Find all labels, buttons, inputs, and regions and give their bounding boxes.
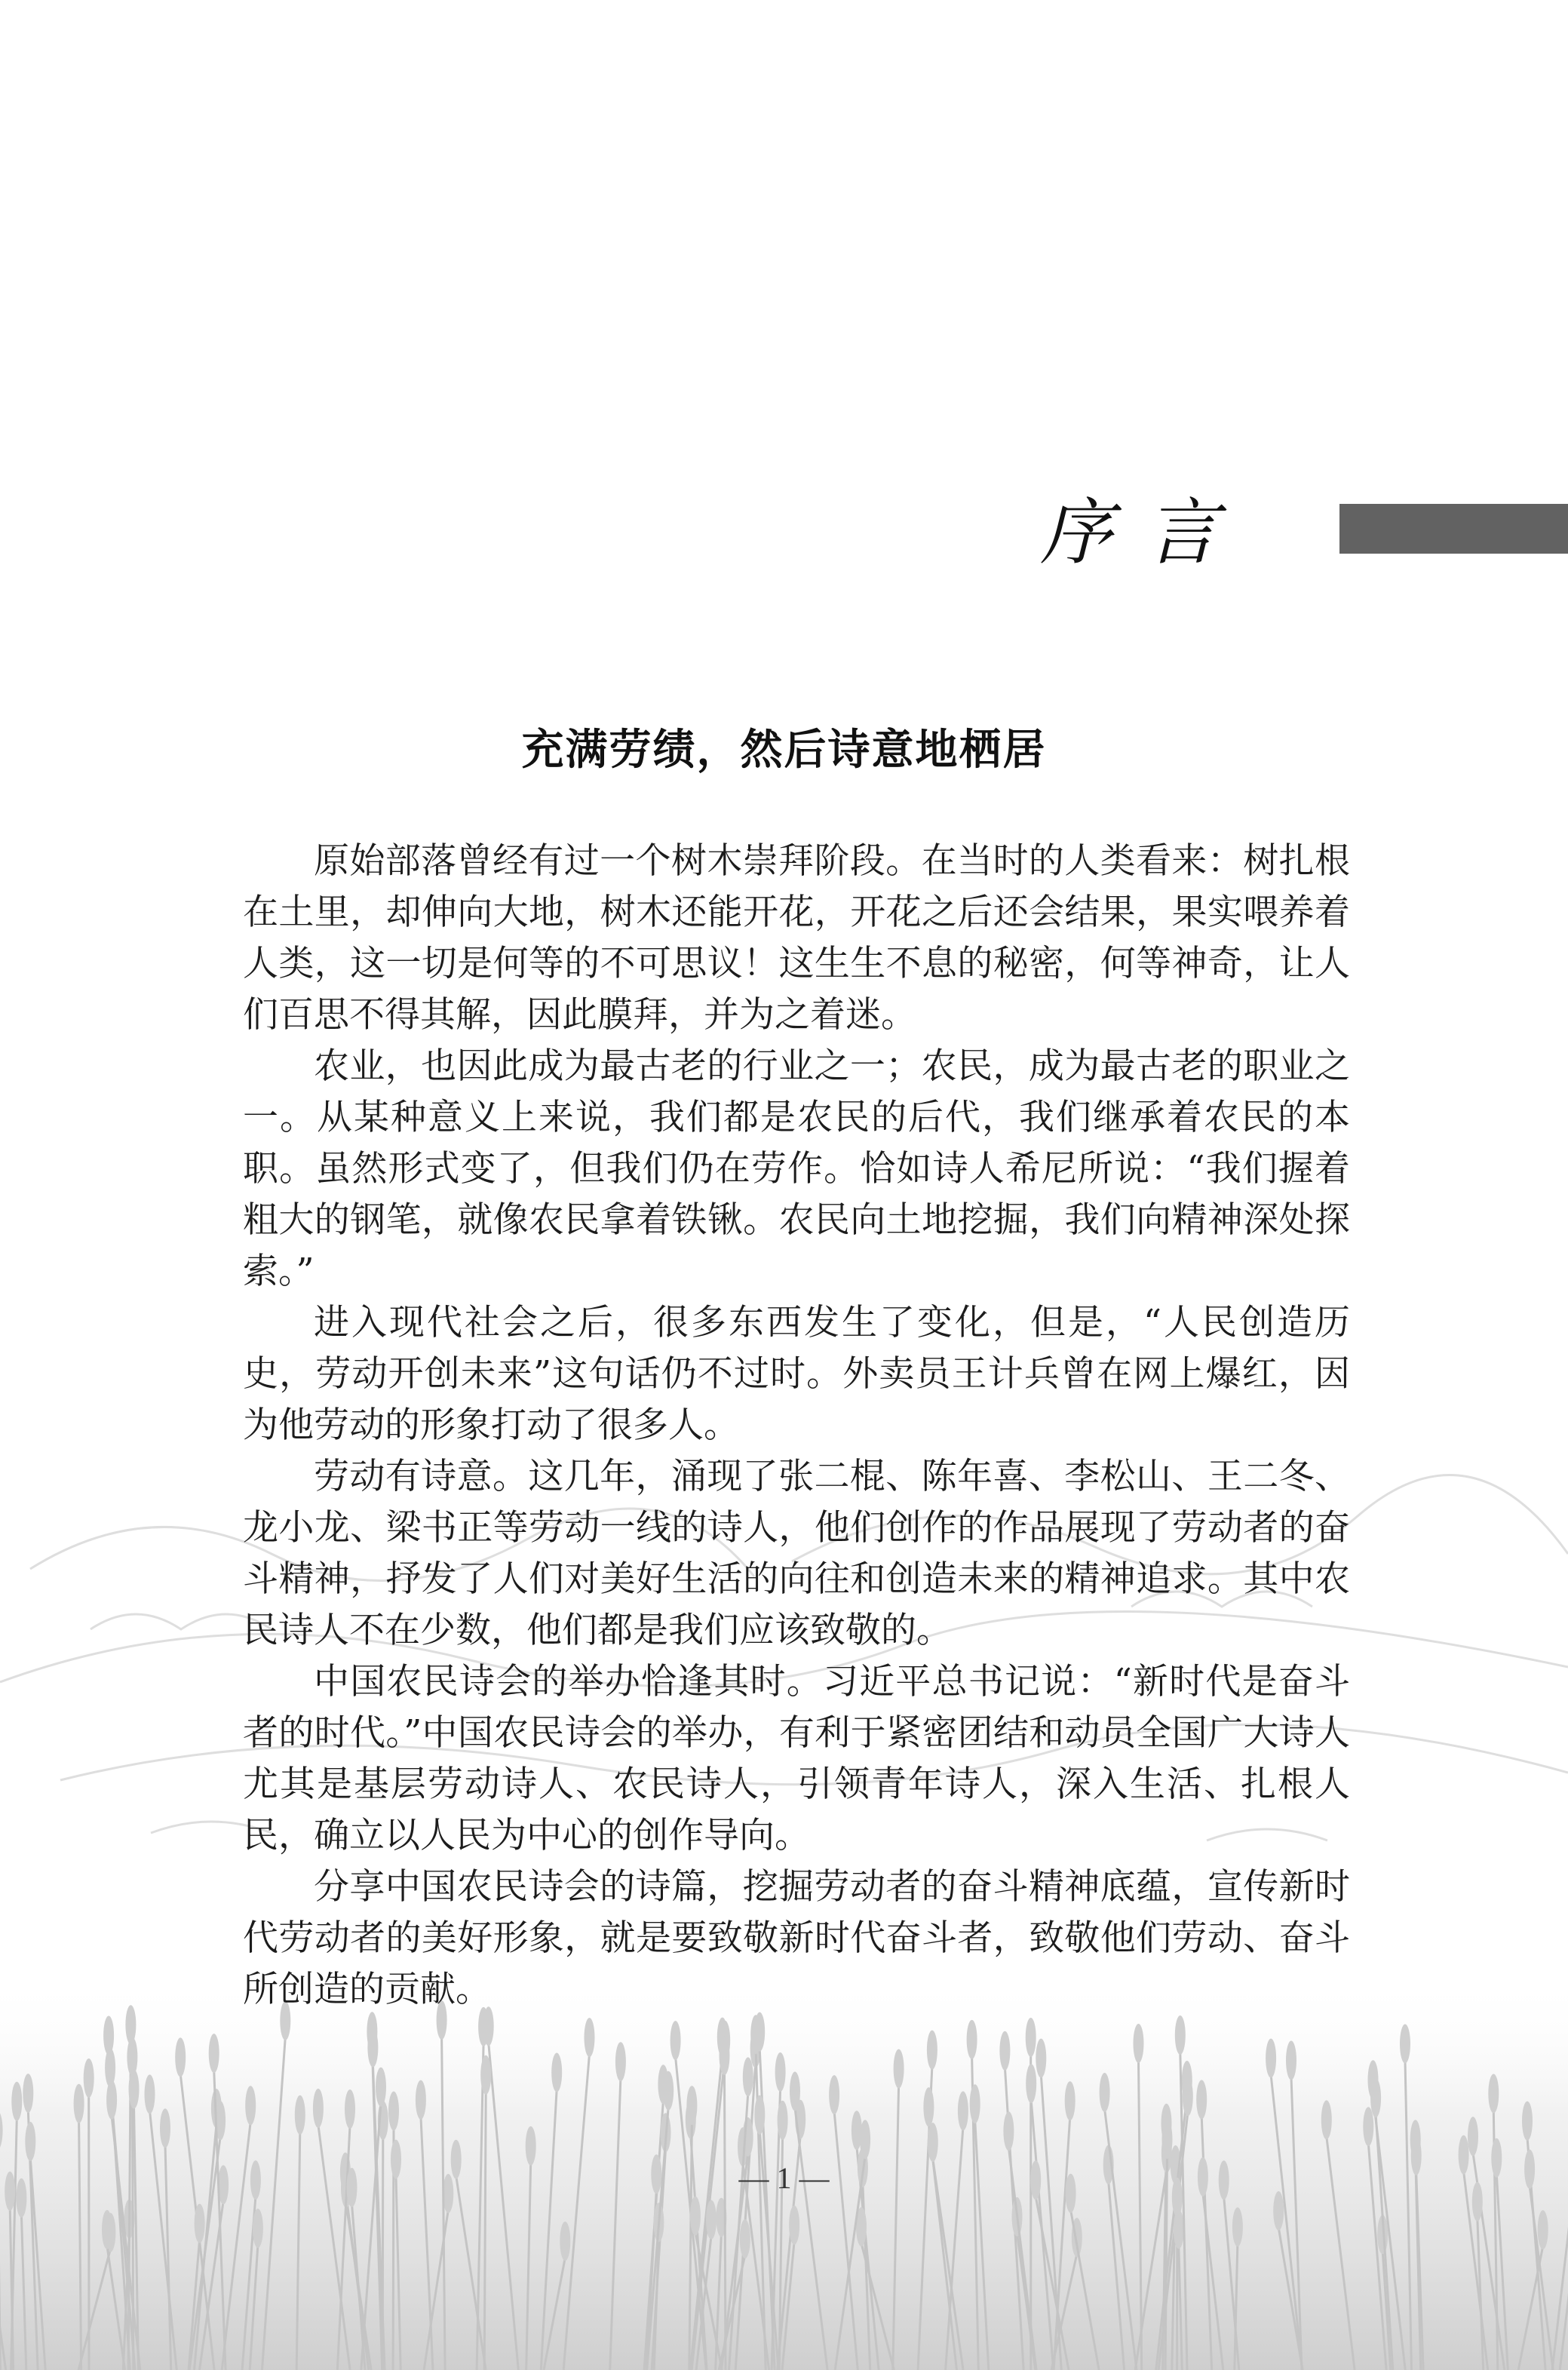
page-number: — 1 —: [738, 2161, 830, 2195]
article-body: [243, 836, 1350, 2015]
article-title: 充满劳绩，然后诗意地栖居: [521, 726, 1047, 775]
section-heading: 序言: [1040, 490, 1251, 575]
paragraph: 进入现代社会之后，很多东西发生了变化，但是，“人民创造历史，劳动开创未来”这句话仍不过时。外卖员王计兵曾在网上爆红，因为他劳动的形象打动了很多人。: [243, 1302, 1350, 1446]
section-heading-bar: [1339, 504, 1568, 554]
paragraph: 农业，也因此成为最古老的行业之一；农民，成为最古老的职业之一。从某种意义上来说，我们都是农民的后代，我们继承着农民的本职。虽然形式变了，但我们仍在劳作。恰如诗人希尼所说：“我们握着粗大的钢笔，就像农民拿着铁锹。农民向土地挖掘，我们向精神深处探索。”: [243, 1045, 1350, 1292]
paragraph: 分享中国农民诗会的诗篇，挖掘劳动者的奋斗精神底蕴，宣传新时代劳动者的美好形象，就是要致敬新时代奋斗者，致敬他们劳动、奋斗所创造的贡献。: [243, 1866, 1350, 2010]
paragraph: 劳动有诗意。这几年，涌现了张二棍、陈年喜、李松山、王二冬、龙小龙、梁书正等劳动一线的诗人，他们创作的作品展现了劳动者的奋斗精神，抒发了人们对美好生活的向往和创造未来的精神追求。其中农民诗人不在少数，他们都是我们应该致敬的。: [243, 1456, 1350, 1651]
paragraph: 原始部落曾经有过一个树木崇拜阶段。在当时的人类看来：树扎根在土里，却伸向大地，树木还能开花，开花之后还会结果，果实喂养着人类，这一切是何等的不可思议！这生生不息的秘密，何等神奇，让人们百思不得其解，因此膜拜，并为之着迷。: [243, 840, 1350, 1036]
paragraph: 中国农民诗会的举办恰逢其时。习近平总书记说：“新时代是奋斗者的时代。”中国农民诗会的举办，有利于紧密团结和动员全国广大诗人尤其是基层劳动诗人、农民诗人，引领青年诗人，深入生活、扎根人民，确立以人民为中心的创作导向。: [243, 1661, 1350, 1856]
